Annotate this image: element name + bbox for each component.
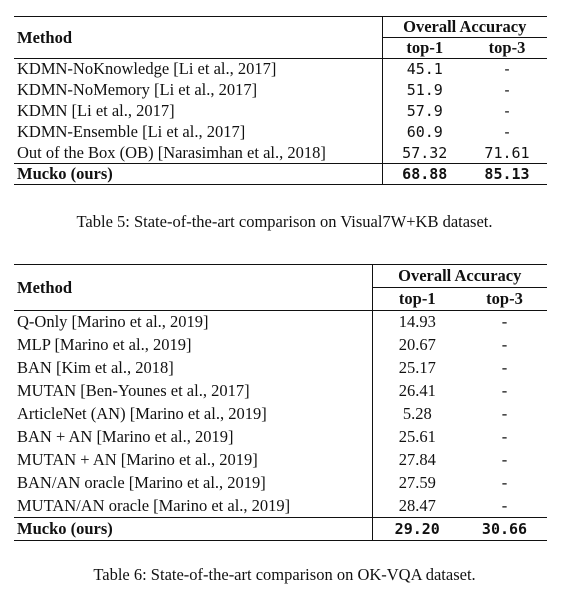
table-row xyxy=(14,311,547,334)
top1-cell: 45.1 xyxy=(382,59,467,80)
table-row xyxy=(14,101,547,122)
table-row xyxy=(14,426,547,449)
ours-top3-cell: 30.66 xyxy=(462,518,547,541)
ours-method-cell: Mucko (ours) xyxy=(14,164,382,185)
top3-cell: - xyxy=(501,404,508,423)
table-row xyxy=(14,122,547,143)
top1-cell: 25.61 xyxy=(398,427,436,446)
top1-cell: 57.32 xyxy=(402,143,448,162)
method-cell: MUTAN + AN [Marino et al., 2019] xyxy=(14,449,372,472)
ours-top3-cell: 85.13 xyxy=(467,164,547,185)
table-row xyxy=(14,143,547,164)
top1-cell: 57.9 xyxy=(406,102,443,120)
method-cell: Out of the Box (OB) [Narasimhan et al., 2018] xyxy=(14,143,382,164)
table-row xyxy=(14,334,547,357)
method-cell: BAN + AN [Marino et al., 2019] xyxy=(14,426,372,449)
top3-cell: - xyxy=(501,473,508,492)
top1-cell: 27.84 xyxy=(398,450,436,469)
method-cell: KDMN-NoMemory [Li et al., 2017] xyxy=(14,80,382,101)
top1-cell: 60.9 xyxy=(406,123,443,141)
overall-accuracy-header: Overall Accuracy xyxy=(382,17,547,38)
table-6-caption: Table 6: State-of-the-art comparison on OK-VQA dataset. xyxy=(93,565,476,584)
top3-cell: - xyxy=(467,59,547,80)
top3-header: top-3 xyxy=(467,38,547,59)
table-header-row xyxy=(14,265,547,288)
method-cell: BAN [Kim et al., 2018] xyxy=(14,357,372,380)
table-row xyxy=(14,449,547,472)
table-row xyxy=(14,472,547,495)
method-cell: BAN/AN oracle [Marino et al., 2019] xyxy=(14,472,372,495)
top1-cell: 20.67 xyxy=(398,335,436,354)
ours-top1-cell: 68.88 xyxy=(382,164,467,185)
ours-row xyxy=(14,518,547,541)
table-row xyxy=(14,80,547,101)
top3-cell: - xyxy=(501,450,508,469)
table-row xyxy=(14,380,547,403)
table-body xyxy=(14,59,547,185)
top3-cell: - xyxy=(501,381,508,400)
table-row xyxy=(14,495,547,518)
top3-cell: - xyxy=(502,81,512,99)
ours-top1-cell: 29.20 xyxy=(372,518,462,541)
overall-accuracy-header: Overall Accuracy xyxy=(372,265,547,288)
table-header-row xyxy=(14,17,547,38)
method-cell: ArticleNet (AN) [Marino et al., 2019] xyxy=(14,403,372,426)
top1-cell: 26.41 xyxy=(398,381,436,400)
top3-cell: - xyxy=(502,102,512,120)
top3-cell: - xyxy=(462,311,547,334)
method-cell: Q-Only [Marino et al., 2019] xyxy=(14,311,372,334)
top3-header: top-3 xyxy=(462,288,547,311)
top3-cell: - xyxy=(501,495,508,515)
top3-cell: - xyxy=(502,123,512,141)
table-row xyxy=(14,357,547,380)
top3-cell: - xyxy=(501,427,508,446)
top1-cell: 5.28 xyxy=(402,404,432,423)
top3-cell: - xyxy=(501,358,508,377)
method-cell: MUTAN/AN oracle [Marino et al., 2019] xyxy=(14,495,372,518)
top1-header: top-1 xyxy=(382,38,467,59)
top1-cell: 25.17 xyxy=(398,358,436,377)
top3-cell: - xyxy=(501,335,508,354)
top1-cell: 14.93 xyxy=(372,311,462,334)
table-body xyxy=(14,311,547,541)
method-cell: MLP [Marino et al., 2019] xyxy=(14,334,372,357)
top1-cell: 51.9 xyxy=(406,81,443,99)
method-cell: MUTAN [Ben-Younes et al., 2017] xyxy=(14,380,372,403)
method-cell: KDMN-Ensemble [Li et al., 2017] xyxy=(14,122,382,143)
table-6 xyxy=(14,264,547,541)
table-row xyxy=(14,59,547,80)
top1-cell: 27.59 xyxy=(398,473,436,492)
top3-cell: 71.61 xyxy=(484,143,530,162)
table-5 xyxy=(14,16,547,185)
ours-row xyxy=(14,164,547,185)
table-5-caption: Table 5: State-of-the-art comparison on Visual7W+KB dataset. xyxy=(76,212,493,231)
method-cell: KDMN [Li et al., 2017] xyxy=(14,101,382,122)
method-header: Method xyxy=(14,265,372,311)
ours-method-cell: Mucko (ours) xyxy=(14,518,372,541)
table-row xyxy=(14,403,547,426)
top1-cell: 28.47 xyxy=(398,495,436,515)
top1-header: top-1 xyxy=(372,288,462,311)
method-header: Method xyxy=(14,17,382,59)
method-cell: KDMN-NoKnowledge [Li et al., 2017] xyxy=(14,59,382,80)
